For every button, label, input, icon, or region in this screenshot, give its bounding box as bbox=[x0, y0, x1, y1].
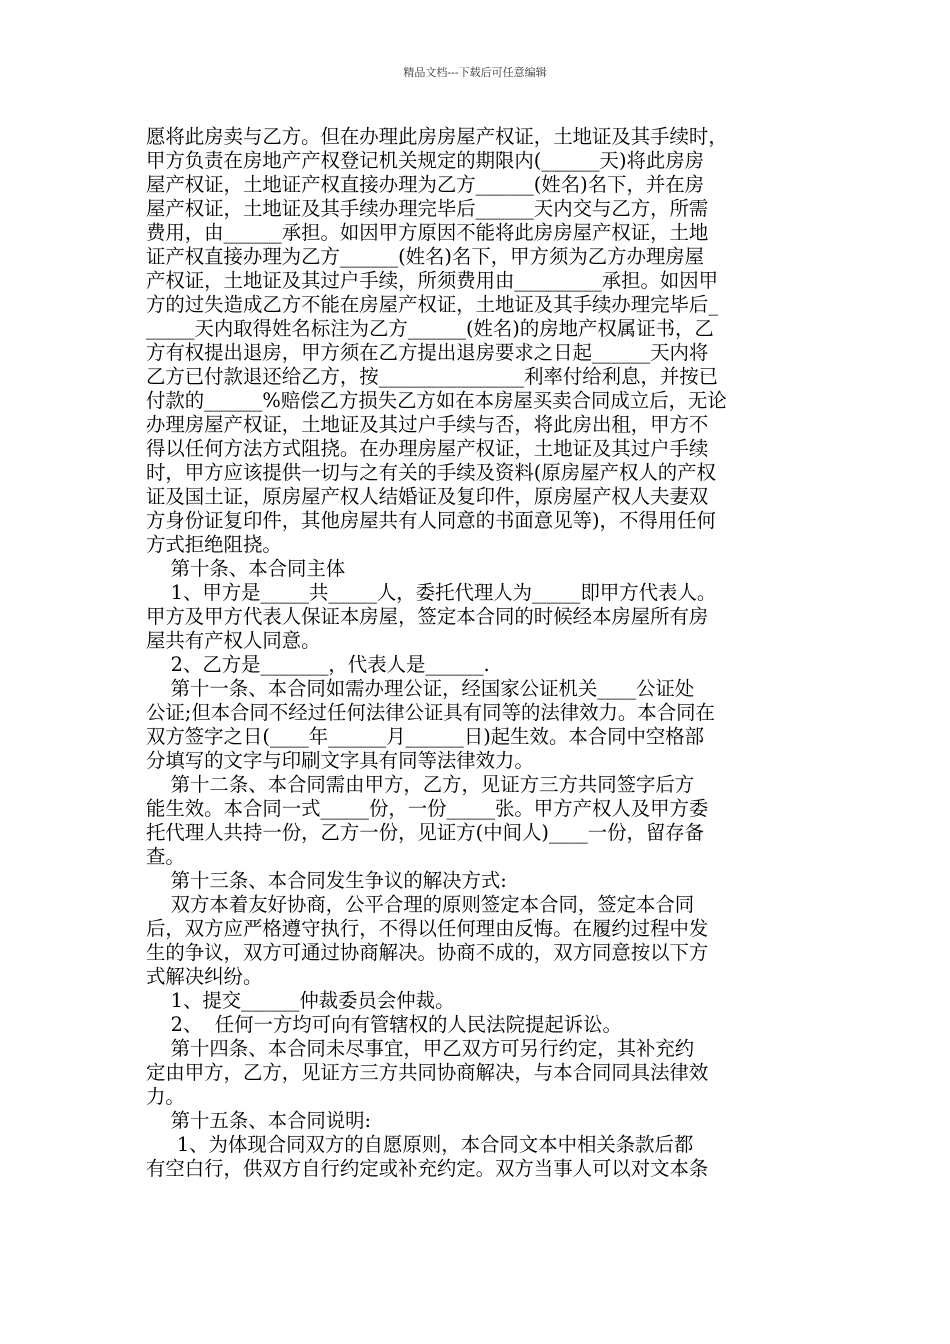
body-line: 费用，由______承担。如因甲方原因不能将此房房屋产权证，土地 bbox=[146, 221, 709, 244]
section-heading: 第十四条、本合同未尽事宜，甲乙双方可另行约定，其补充约 bbox=[146, 1037, 695, 1060]
body-line: 办理房屋产权证，土地证及其过户手续与否，将此房出租，甲方不 bbox=[146, 413, 709, 436]
body-line: 查。 bbox=[146, 845, 185, 868]
body-line: 力。 bbox=[146, 1085, 185, 1108]
body-line: 方身份证复印件，其他房屋共有人同意的书面意见等)，不得用任何 bbox=[146, 509, 716, 532]
section-heading: 第十二条、本合同需由甲方，乙方，见证方三方共同签字后方 bbox=[146, 773, 695, 796]
body-line: 有空白行，供双方自行约定或补充约定。双方当事人可以对文本条 bbox=[146, 1157, 709, 1180]
body-line: 方式拒绝阻挠。 bbox=[146, 533, 282, 556]
body-line: 2、 任何一方均可向有管辖权的人民法院提起诉讼。 bbox=[146, 1013, 622, 1036]
body-line: 甲方负责在房地产产权登记机关规定的期限内(______天)将此房房 bbox=[146, 149, 705, 172]
section-heading: 第十三条、本合同发生争议的解决方式: bbox=[146, 869, 507, 892]
document-body bbox=[146, 125, 808, 1181]
body-line: 双方签字之日(____年______月______日)起生效。本合同中空格部 bbox=[146, 725, 705, 748]
body-line: 时，甲方应该提供一切与之有关的手续及资料(原房屋产权人的产权 bbox=[146, 461, 716, 484]
body-line: 分填写的文字与印刷文字具有同等法律效力。 bbox=[146, 749, 534, 772]
body-line: 1、甲方是_____共_____人，委托代理人为_____即甲方代表人。 bbox=[146, 581, 717, 604]
body-line: 1、提交______仲裁委员会仲裁。 bbox=[146, 989, 455, 1012]
body-line: 乙方已付款退还给乙方，按_______________利率付给利息，并按已 bbox=[146, 365, 719, 388]
body-line: 1、为体现合同双方的自愿原则，本合同文本中相关条款后都 bbox=[146, 1133, 694, 1156]
body-line: 双方本着友好协商，公平合理的原则签定本合同，签定本合同 bbox=[146, 893, 695, 916]
body-line: 2、乙方是_______，代表人是______. bbox=[146, 653, 490, 676]
body-line: 屋产权证，土地证产权直接办理为乙方______(姓名)名下，并在房 bbox=[146, 173, 705, 196]
body-line: 屋产权证，土地证及其手续办理完毕后______天内交与乙方，所需 bbox=[146, 197, 709, 220]
section-heading: 第十五条、本合同说明: bbox=[146, 1109, 372, 1132]
body-line: _____天内取得姓名标注为乙方______(姓名)的房地产权属证书，乙 bbox=[146, 317, 714, 340]
body-line: 后，双方应严格遵守执行，不得以任何理由反悔。在履约过程中发 bbox=[146, 917, 709, 940]
body-line: 产权证，土地证及其过户手续，所须费用由_________承担。如因甲 bbox=[146, 269, 719, 292]
body-line: 定由甲方，乙方，见证方三方共同协商解决，与本合同同具法律效 bbox=[146, 1061, 709, 1084]
body-line: 证及国土证，原房屋产权人结婚证及复印件，原房屋产权人夫妻双 bbox=[146, 485, 709, 508]
body-line: 愿将此房卖与乙方。但在办理此房房屋产权证，土地证及其手续时， bbox=[146, 125, 728, 148]
body-line: 方有权提出退房，甲方须在乙方提出退房要求之日起______天内将 bbox=[146, 341, 709, 364]
section-heading: 第十条、本合同主体 bbox=[146, 557, 346, 580]
body-line: 证产权直接办理为乙方______(姓名)名下，甲方须为乙方办理房屋 bbox=[146, 245, 705, 268]
body-line: 得以任何方法方式阻挠。在办理房屋产权证，土地证及其过户手续 bbox=[146, 437, 709, 460]
body-line: 甲方及甲方代表人保证本房屋，签定本合同的时候经本房屋所有房 bbox=[146, 605, 709, 628]
page-header: 精品文档---下载后可任意编辑 bbox=[403, 66, 547, 79]
body-line: 托代理人共持一份，乙方一份，见证方(中间人)____一份，留存备 bbox=[146, 821, 705, 844]
section-heading: 第十一条、本合同如需办理公证，经国家公证机关____公证处 bbox=[146, 677, 695, 700]
body-line: 付款的______%赔偿乙方损失乙方如在本房屋买卖合同成立后，无论 bbox=[146, 389, 727, 412]
body-line: 能生效。本合同一式_____份，一份_____张。甲方产权人及甲方委 bbox=[146, 797, 709, 820]
body-line: 式解决纠纷。 bbox=[146, 965, 263, 988]
body-line: 屋共有产权人同意。 bbox=[146, 629, 321, 652]
body-line: 方的过失造成乙方不能在房屋产权证，土地证及其手续办理完毕后_ bbox=[146, 293, 719, 316]
body-line: 生的争议，双方可通过协商解决。协商不成的，双方同意按以下方 bbox=[146, 941, 709, 964]
body-line: 公证;但本合同不经过任何法律公证具有同等的法律效力。本合同在 bbox=[146, 701, 715, 724]
